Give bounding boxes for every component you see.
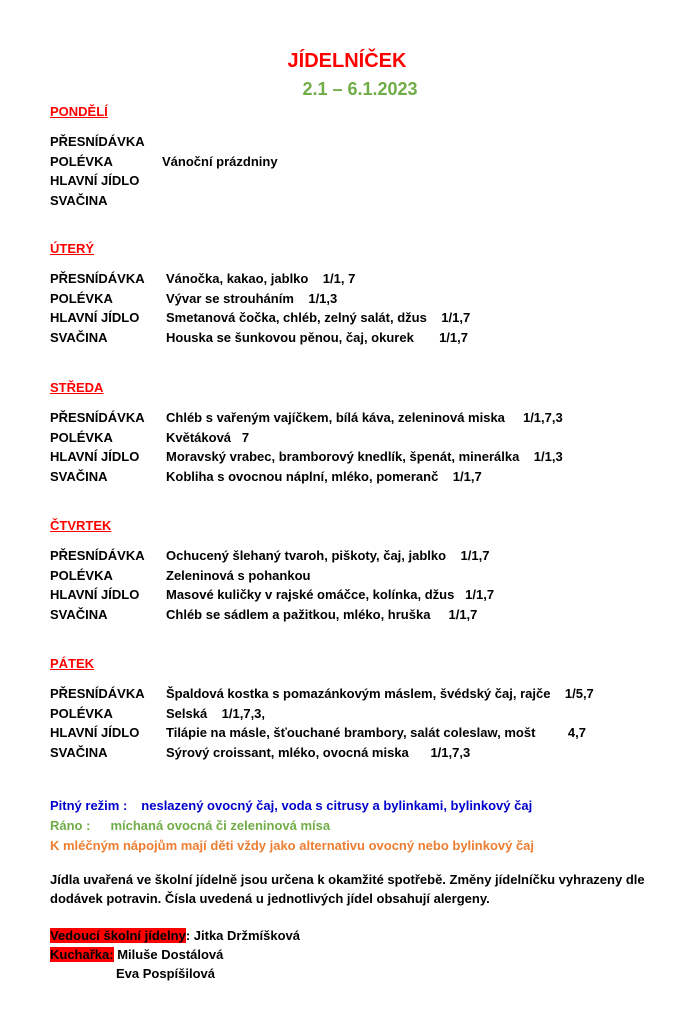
drinks-regime-label: Pitný režim : [50, 798, 128, 813]
meal-label: HLAVNÍ JÍDLO [50, 725, 140, 740]
meal-label: HLAVNÍ JÍDLO [50, 449, 140, 464]
page-title: JÍDELNÍČEK [287, 50, 407, 72]
meal-row [50, 428, 670, 448]
meal-row [50, 308, 670, 328]
meal-label: PŘESNÍDÁVKA [50, 548, 145, 563]
meal-row [50, 447, 670, 467]
meal-value: Chléb se sádlem a pažitkou, mléko, hruška 1/1,7 [166, 606, 478, 622]
drinks-regime-line [50, 796, 670, 816]
meal-value: Sýrový croissant, mléko, ovocná miska 1/1,7,3 [166, 744, 471, 760]
meal-value: Chléb s vařeným vajíčkem, bílá káva, zeleninová miska 1/1,7,3 [166, 410, 563, 425]
date-range: 2.1 – 6.1.2023 [302, 79, 418, 99]
meal-row [50, 408, 670, 428]
meal-label: POLÉVKA [50, 429, 113, 445]
meal-value: Květáková 7 [166, 429, 250, 445]
drinks-regime-value: neslazený ovocný čaj, voda s citrusy a bylinkami, bylinkový čaj [141, 798, 533, 813]
meal-row [50, 546, 670, 566]
cook-label: Kuchařka: [50, 947, 114, 962]
meal-row [50, 132, 670, 152]
meal-value: Vánoční prázdniny [162, 153, 278, 169]
meal-value: Smetanová čočka, chléb, zelný salát, džus 1/1,7 [166, 310, 471, 325]
milk-alternative-note: K mléčným nápojům mají děti vždy jako alternativu ovocný nebo bylinkový čaj [50, 838, 535, 853]
meal-value [162, 191, 670, 211]
meal-row [50, 191, 670, 211]
head-name: : Jitka Držmíšková [185, 928, 300, 943]
meal-row [50, 723, 670, 743]
meal-label: PŘESNÍDÁVKA [50, 134, 145, 149]
meal-label: HLAVNÍ JÍDLO [50, 587, 140, 602]
meal-row [50, 269, 670, 289]
meal-value: Masové kuličky v rajské omáčce, kolínka, džus 1/1,7 [166, 587, 495, 602]
day-name: ÚTERÝ [50, 241, 95, 256]
cook-name-2: Eva Pospíšilová [116, 966, 215, 981]
cook-line [50, 945, 300, 964]
day-name: ČTVRTEK [50, 518, 112, 533]
head-label: Vedoucí školní jídelny [50, 928, 186, 943]
day-section-friday [50, 656, 670, 762]
meal-row [50, 743, 670, 763]
meal-value: Ochucený šlehaný tvaroh, piškoty, čaj, jablko 1/1,7 [166, 548, 490, 563]
meal-label: PŘESNÍDÁVKA [50, 410, 145, 425]
cook-name-1: Miluše Dostálová [113, 947, 224, 962]
meal-value: Vánočka, kakao, jablko 1/1, 7 [166, 271, 356, 286]
meal-label: POLÉVKA [50, 567, 113, 583]
meal-label: HLAVNÍ JÍDLO [50, 310, 140, 325]
meal-value [162, 132, 670, 152]
meal-value: Kobliha s ovocnou náplní, mléko, pomeranč 1/1,7 [166, 468, 482, 484]
meal-label: SVAČINA [50, 192, 108, 208]
meal-row [50, 704, 670, 724]
day-section-tuesday [50, 241, 670, 347]
head-line [50, 926, 300, 945]
meal-label: PŘESNÍDÁVKA [50, 686, 145, 701]
meal-value: Moravský vrabec, bramborový knedlík, špenát, minerálka 1/1,3 [166, 449, 563, 464]
day-name: STŘEDA [50, 380, 104, 395]
meal-row [50, 289, 670, 309]
meal-row [50, 171, 670, 191]
meal-row [50, 605, 670, 625]
meal-label: POLÉVKA [50, 705, 113, 721]
meal-value: Zeleninová s pohankou [166, 567, 311, 583]
day-section-wednesday [50, 380, 670, 486]
meal-row [50, 467, 670, 487]
meal-row [50, 328, 670, 348]
morning-label: Ráno : [50, 818, 91, 833]
day-section-thursday [50, 518, 670, 624]
meal-label: PŘESNÍDÁVKA [50, 271, 145, 286]
meal-value: Vývar se strouháním 1/1,3 [166, 290, 338, 306]
morning-line [50, 816, 670, 836]
meal-row [50, 566, 670, 586]
meal-value: Selská 1/1,7,3, [166, 705, 266, 721]
meal-label: SVAČINA [50, 329, 108, 345]
staff-block [50, 926, 300, 983]
disclaimer-note: Jídla uvařená ve školní jídelně jsou určena k okamžité spotřebě. Změny jídelníčku vyhrazeny dle dodávek potravin. Čísla uvedená u jednotlivých jídel obsahují alergeny. [50, 872, 645, 906]
meal-value [162, 171, 670, 191]
day-name: PONDĚLÍ [50, 104, 108, 119]
meal-label: SVAČINA [50, 468, 108, 484]
meal-label: POLÉVKA [50, 290, 113, 306]
meal-value: Houska se šunkovou pěnou, čaj, okurek 1/1,7 [166, 329, 468, 345]
meal-row [50, 585, 670, 605]
meal-value: Tilápie na másle, šťouchané brambory, salát coleslaw, mošt 4,7 [166, 725, 586, 740]
morning-value: míchaná ovocná či zeleninová mísa [110, 818, 331, 833]
meal-label: SVAČINA [50, 606, 108, 622]
meal-row [50, 684, 670, 704]
meal-label: SVAČINA [50, 744, 108, 760]
meal-value: Špaldová kostka s pomazánkovým máslem, švédský čaj, rajče 1/5,7 [166, 686, 594, 701]
day-section-monday [50, 104, 670, 210]
meal-label: POLÉVKA [50, 153, 113, 169]
meal-label: HLAVNÍ JÍDLO [50, 173, 140, 188]
meal-row [50, 152, 670, 172]
drinks-info [50, 796, 670, 856]
day-name: PÁTEK [50, 656, 95, 671]
